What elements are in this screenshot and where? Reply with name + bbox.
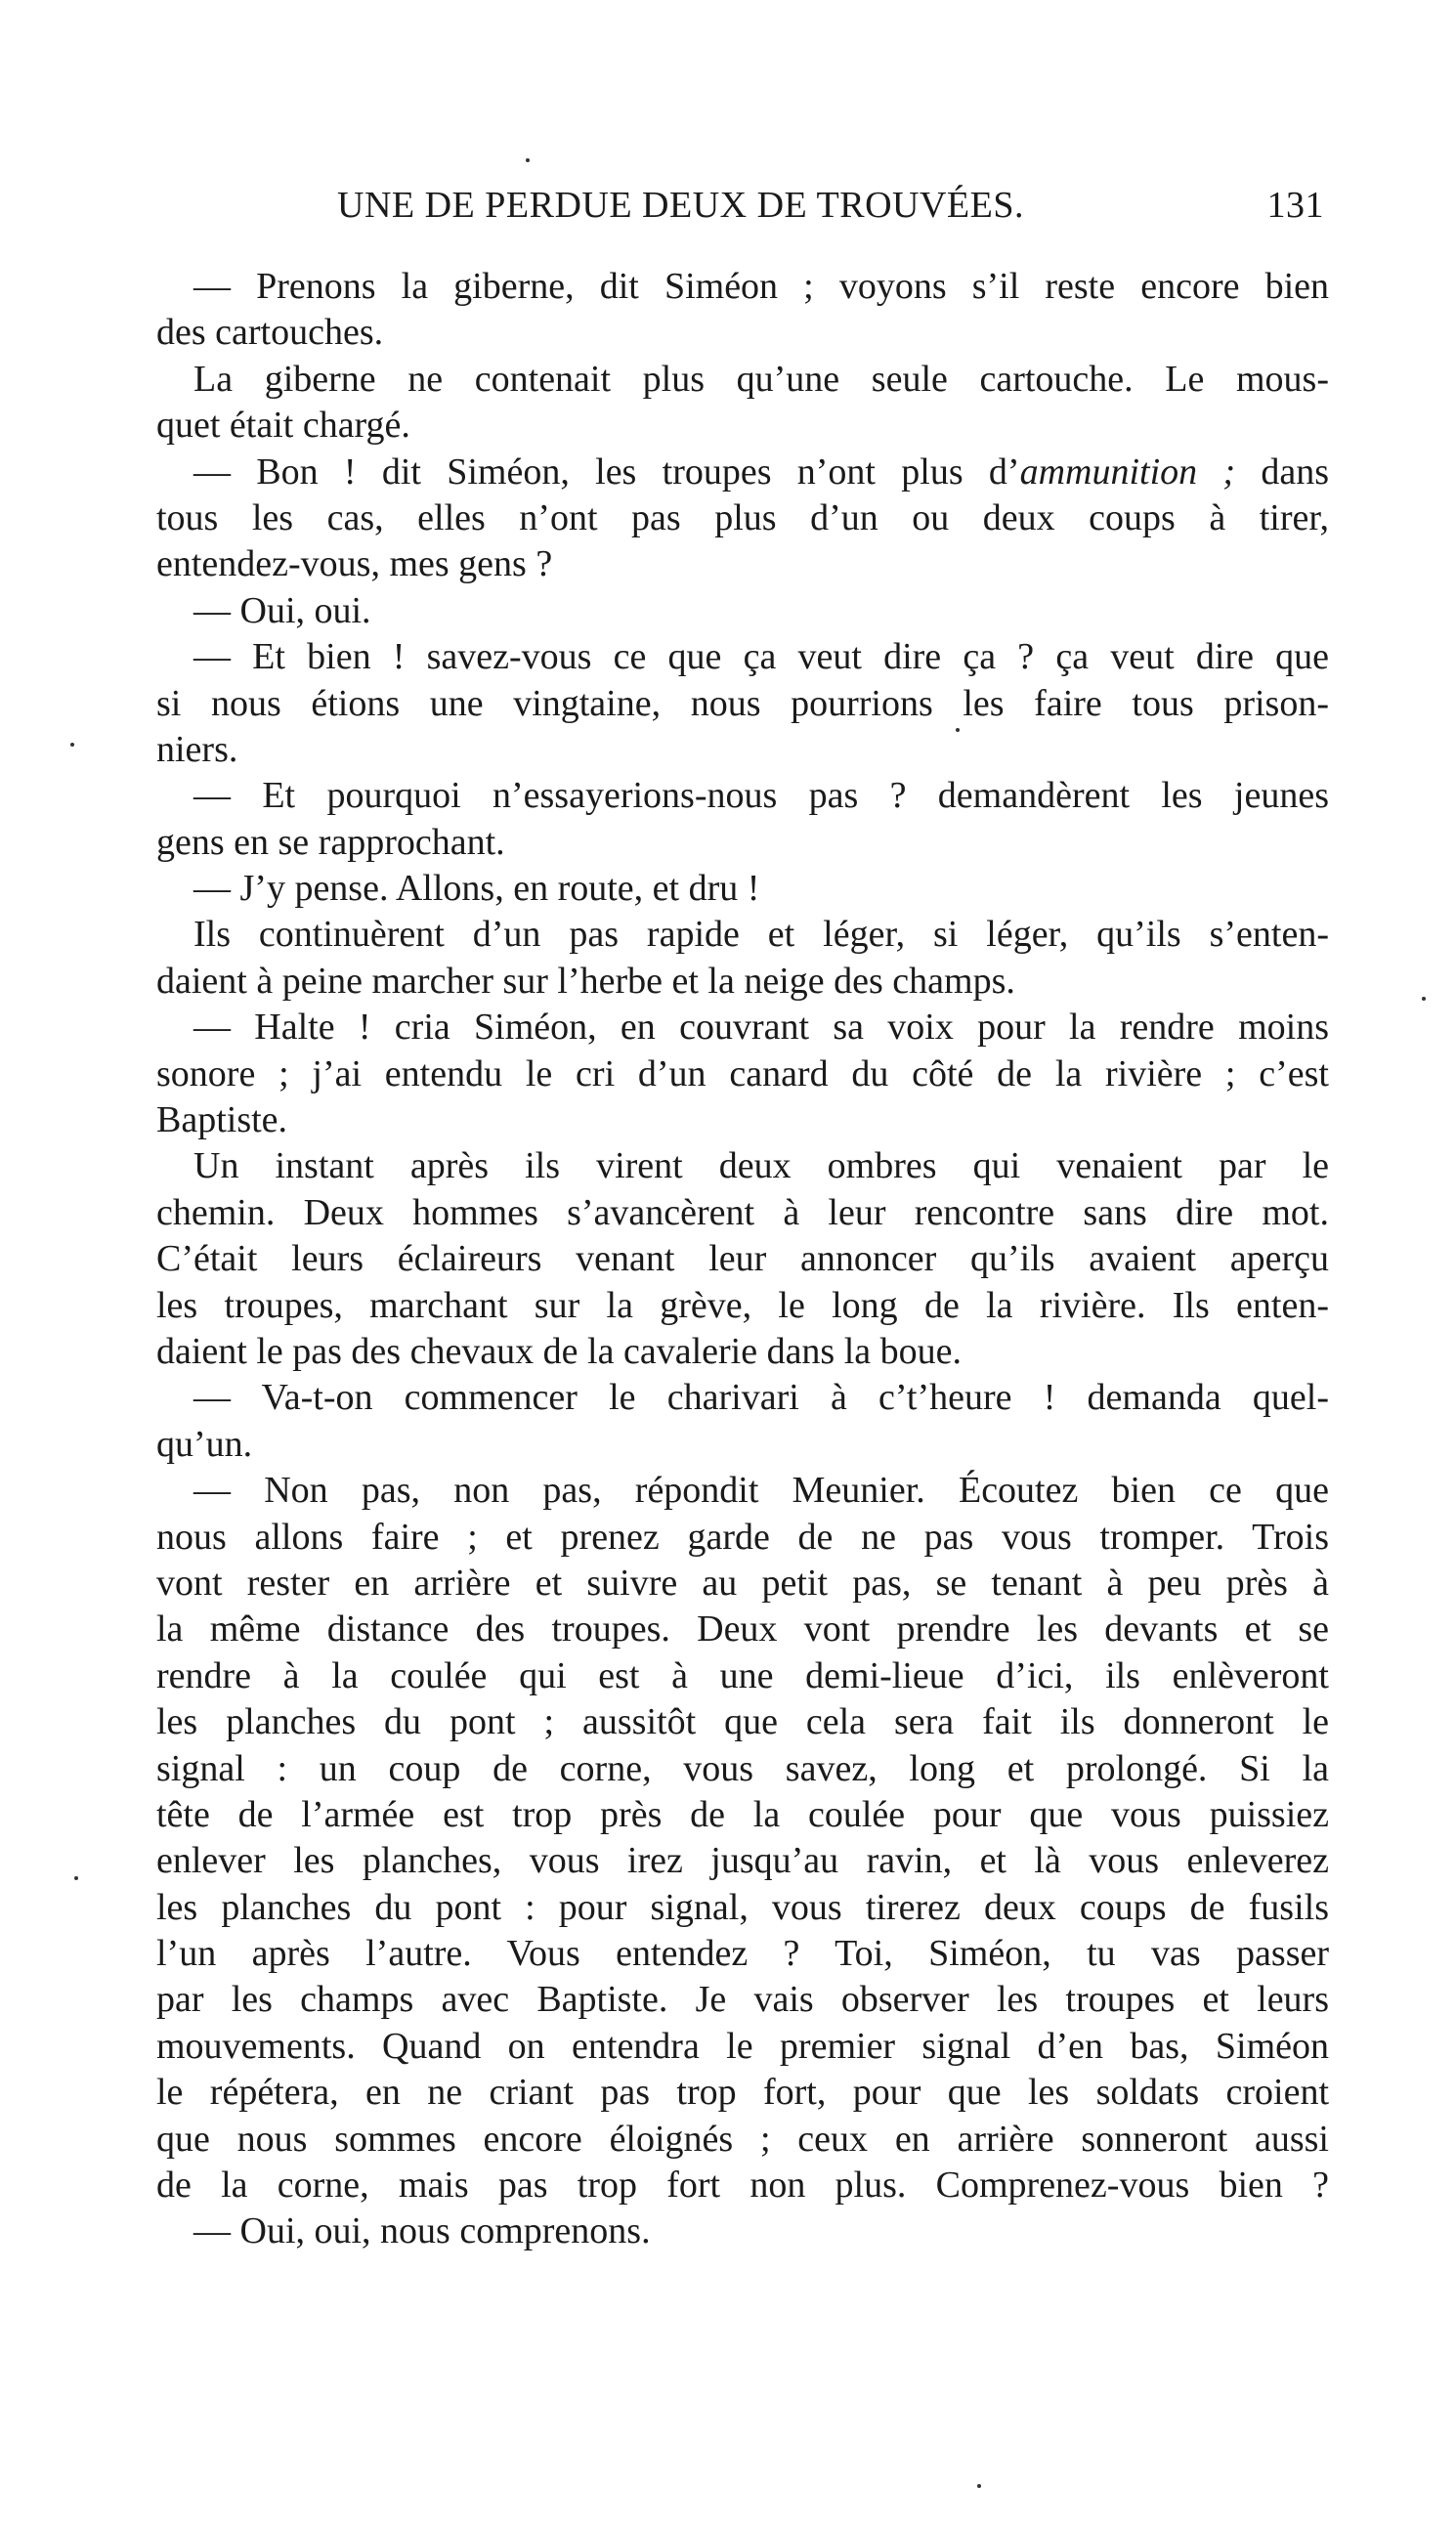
text-line xyxy=(156,1699,1329,1745)
text-line-content: — Oui, oui, nous comprenons. xyxy=(193,2210,651,2252)
text-line xyxy=(156,634,1329,680)
text-line-content: — Et pourquoi n’essayerions-nous pas ? demandèrent les jeunes xyxy=(193,775,1329,817)
text-line-content: — Non pas, non pas, répondit Meunier. Écoutez bien ce que xyxy=(193,1470,1329,1512)
print-speck xyxy=(977,2484,981,2488)
text-line-content: signal : un coup de corne, vous savez, long et prolongé. Si la xyxy=(156,1747,1329,1789)
text-line xyxy=(156,403,1329,449)
print-speck xyxy=(526,158,530,162)
text-line xyxy=(156,1051,1329,1097)
italic-word: ammunition ; xyxy=(1019,450,1236,493)
text-line-content: vont rester en arrière et suivre au petit pas, se tenant à peu près à xyxy=(156,1562,1329,1604)
text-line xyxy=(156,2163,1329,2208)
text-line xyxy=(156,588,1329,634)
text-line xyxy=(156,310,1329,356)
text-line-content: nous allons faire ; et prenez garde de ne pas vous tromper. Trois xyxy=(156,1516,1329,1558)
text-line xyxy=(156,912,1329,958)
text-line xyxy=(156,1422,1329,1468)
text-line xyxy=(156,1005,1329,1050)
text-line xyxy=(156,1977,1329,2023)
text-line-content: chemin. Deux hommes s’avancèrent à leur rencontre sans dire mot. xyxy=(156,1191,1329,1233)
text-line-content: niers. xyxy=(156,728,238,770)
text-line-content: tête de l’armée est trop près de la coulée pour que vous puissiez xyxy=(156,1793,1329,1835)
text-line-content: le répétera, en ne criant pas trop fort, pour que les soldats croient xyxy=(156,2072,1329,2114)
text-line xyxy=(156,820,1329,866)
text-line xyxy=(156,2024,1329,2070)
text-line-content: — J’y pense. Allons, en route, et dru ! xyxy=(193,868,760,910)
text-line xyxy=(156,727,1329,773)
text-line-content: entendez-vous, mes gens ? xyxy=(156,543,553,585)
text-line-content: rendre à la coulée qui est à une demi-lieue d’ici, ils enlèveront xyxy=(156,1654,1329,1696)
text-line-content: — Halte ! cria Siméon, en couvrant sa voix pour la rendre moins xyxy=(193,1007,1329,1049)
text-line xyxy=(156,1561,1329,1607)
text-line xyxy=(156,1746,1329,1792)
text-line-content: C’était leurs éclaireurs venant leur annoncer qu’ils avaient aperçu xyxy=(156,1238,1329,1280)
page-number: 131 xyxy=(1266,185,1324,226)
body-text xyxy=(156,264,1329,2255)
text-line xyxy=(156,1143,1329,1189)
text-line-content: Un instant après ils virent deux ombres qui venaient par le xyxy=(193,1145,1329,1187)
text-line-content: les troupes, marchant sur la grève, le long de la rivière. Ils enten- xyxy=(156,1284,1329,1326)
running-head xyxy=(337,184,1324,231)
text-line xyxy=(156,1468,1329,1514)
text-line-tail: dans xyxy=(1235,450,1329,493)
text-line xyxy=(156,1838,1329,1884)
text-line-content: si nous étions une vingtaine, nous pourrions les faire tous prison- xyxy=(156,682,1329,724)
text-line xyxy=(156,541,1329,587)
text-line xyxy=(156,1792,1329,1838)
text-line xyxy=(156,2117,1329,2163)
text-line-content: de la corne, mais pas trop fort non plus. Comprenez-vous bien ? xyxy=(156,2165,1329,2207)
text-line-content: les planches du pont : pour signal, vous tirerez deux coups de fusils xyxy=(156,1886,1329,1928)
text-line-content: gens en se rapprochant. xyxy=(156,821,505,863)
text-line-content: qu’un. xyxy=(156,1423,253,1465)
text-line xyxy=(156,1329,1329,1375)
text-line xyxy=(156,1931,1329,1977)
text-line-content: daient le pas des chevaux de la cavalerie dans la boue. xyxy=(156,1330,963,1372)
text-line xyxy=(156,495,1329,541)
text-line-content: — Prenons la giberne, dit Siméon ; voyons s’il reste encore bien xyxy=(193,266,1329,307)
text-line xyxy=(156,1607,1329,1652)
text-line-content: Baptiste. xyxy=(156,1099,288,1141)
text-line xyxy=(156,264,1329,310)
print-speck xyxy=(74,1876,78,1880)
text-line xyxy=(156,1283,1329,1329)
text-line xyxy=(156,2208,1329,2254)
text-line-content: que nous sommes encore éloignés ; ceux en arrière sonneront aussi xyxy=(156,2118,1329,2160)
text-line xyxy=(156,773,1329,819)
text-line xyxy=(156,1885,1329,1931)
text-line xyxy=(156,2070,1329,2116)
text-line xyxy=(156,1236,1329,1282)
text-line-content: — Bon ! dit Siméon, les troupes n’ont plus d’ xyxy=(193,450,1020,493)
text-line xyxy=(156,1515,1329,1561)
text-line-content: tous les cas, elles n’ont pas plus d’un ou deux coups à tirer, xyxy=(156,496,1329,538)
text-line-content: sonore ; j’ai entendu le cri d’un canard du côté de la rivière ; c’est xyxy=(156,1052,1329,1094)
text-line xyxy=(156,1097,1329,1143)
text-line-content: quet était chargé. xyxy=(156,405,410,447)
chapter-title: UNE DE PERDUE DEUX DE TROUVÉES. xyxy=(337,185,1024,226)
text-line-content: par les champs avec Baptiste. Je vais observer les troupes et leurs xyxy=(156,1979,1329,2021)
text-line-content: — Et bien ! savez-vous ce que ça veut dire ça ? ça veut dire que xyxy=(193,636,1329,678)
text-line xyxy=(156,959,1329,1005)
text-line-content: La giberne ne contenait plus qu’une seule cartouche. Le mous- xyxy=(193,358,1329,400)
text-line-content: — Va-t-on commencer le charivari à c’t’heure ! demanda quel- xyxy=(193,1377,1329,1419)
text-line-content: daient à peine marcher sur l’herbe et la neige des champs. xyxy=(156,960,1015,1002)
text-line-content: enlever les planches, vous irez jusqu’au ravin, et là vous enleverez xyxy=(156,1840,1329,1882)
text-line xyxy=(156,1375,1329,1421)
text-line xyxy=(156,450,1329,495)
text-line-content: les planches du pont ; aussitôt que cela sera fait ils donneront le xyxy=(156,1701,1329,1743)
text-line xyxy=(156,1653,1329,1699)
text-line-content: — Oui, oui. xyxy=(193,589,371,631)
text-line xyxy=(156,866,1329,912)
text-line xyxy=(156,1190,1329,1236)
text-line-content: Ils continuèrent d’un pas rapide et léger, si léger, qu’ils s’enten- xyxy=(193,914,1329,956)
text-line xyxy=(156,681,1329,727)
text-line-content: la même distance des troupes. Deux vont prendre les devants et se xyxy=(156,1608,1329,1650)
text-line-content: l’un après l’autre. Vous entendez ? Toi, Siméon, tu vas passer xyxy=(156,1933,1329,1975)
text-line-content: mouvements. Quand on entendra le premier signal d’en bas, Siméon xyxy=(156,2025,1329,2067)
text-line xyxy=(156,357,1329,403)
print-speck xyxy=(956,728,960,732)
print-speck xyxy=(1422,997,1426,1001)
text-line-content: des cartouches. xyxy=(156,312,384,354)
print-speck xyxy=(70,743,74,747)
